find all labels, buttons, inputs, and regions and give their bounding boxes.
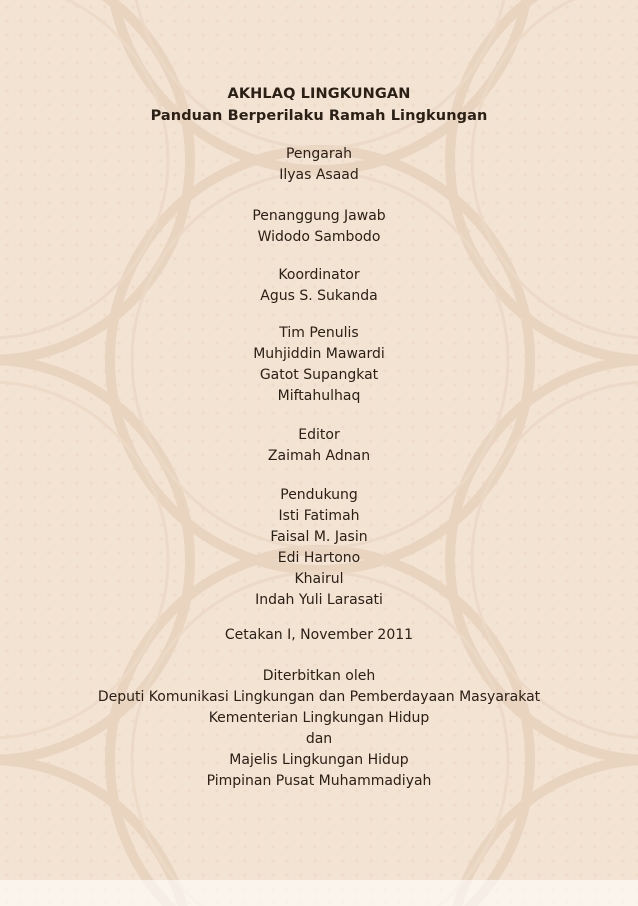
name-editor: Zaimah Adnan [267,448,371,464]
name-koordinator: Agus S. Sukanda [260,288,378,304]
edition-info: Cetakan I, November 2011 [224,627,414,643]
name-pendukung-5: Indah Yuli Larasati [255,592,383,608]
name-pendukung-1: Isti Fatimah [278,508,360,524]
role-editor: Editor [298,427,340,443]
role-penanggung-jawab: Penanggung Jawab [252,208,386,224]
name-tim-penulis-1: Muhjiddin Mawardi [253,346,385,362]
name-pendukung-2: Faisal M. Jasin [270,529,368,545]
publisher-line-2: Kementerian Lingkungan Hidup [208,710,430,726]
publisher-label: Diterbitkan oleh [262,668,376,684]
name-tim-penulis-2: Gatot Supangkat [259,367,379,383]
publisher-line-5: Pimpinan Pusat Muhammadiyah [206,773,432,789]
book-title: AKHLAQ LINGKUNGAN [227,86,411,102]
publisher-line-3: dan [305,731,333,747]
name-pengarah: Ilyas Asaad [279,167,359,183]
role-tim-penulis: Tim Penulis [279,325,359,341]
book-subtitle: Panduan Berperilaku Ramah Lingkungan [150,108,488,124]
name-penanggung-jawab: Widodo Sambodo [257,229,381,245]
name-pendukung-4: Khairul [294,571,344,587]
role-koordinator: Koordinator [278,267,360,283]
publisher-line-4: Majelis Lingkungan Hidup [229,752,409,768]
name-pendukung-3: Edi Hartono [277,550,361,566]
publisher-line-1: Deputi Komunikasi Lingkungan dan Pemberdayaan Masyarakat [97,689,541,705]
role-pengarah: Pengarah [285,146,353,162]
name-tim-penulis-3: Miftahulhaq [277,388,361,404]
role-pendukung: Pendukung [280,487,358,503]
